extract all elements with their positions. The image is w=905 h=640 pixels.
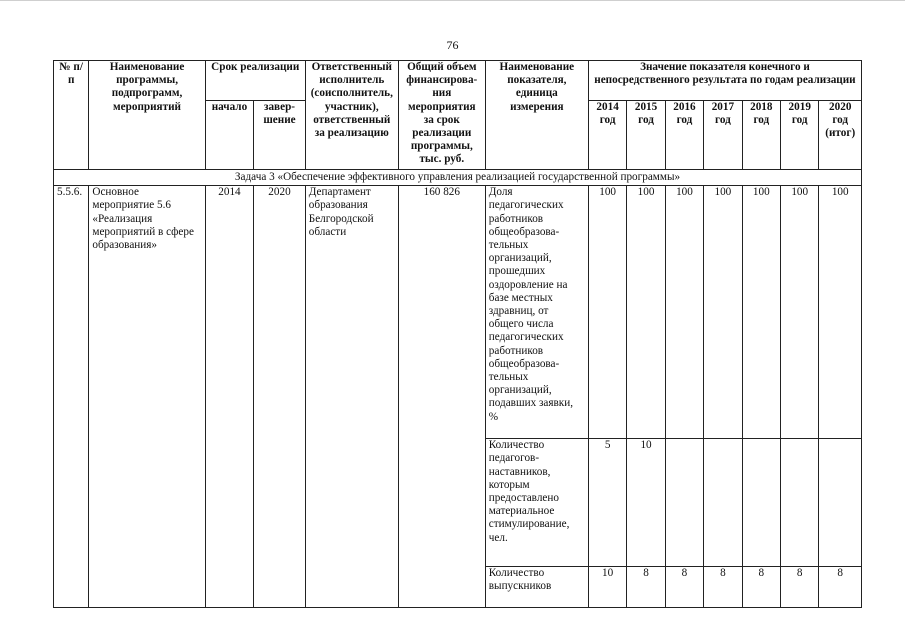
indicator-value: 100 <box>588 186 626 439</box>
indicator-text: Доля педагогических работников общеобразова-тельных организаций, прошедших оздоровление на базе местных здравниц, от общего числа педагогических работников общеобразова-тельных организаций, подавших заявки, % <box>485 186 588 439</box>
col-responsible-header: Ответственный исполнитель (соисполнитель, участник), ответственный за реализацию <box>305 61 398 170</box>
indicator-value: 8 <box>704 567 742 608</box>
indicator-value: 10 <box>588 567 626 608</box>
indicator-value: 8 <box>781 567 819 608</box>
indicator-value: 8 <box>627 567 665 608</box>
header-row-1 <box>54 61 862 101</box>
col-term-header: Срок реализации <box>205 61 305 101</box>
year-header: 2019 год <box>781 101 819 170</box>
col-indicator-header: Наименование показателя, единица измерения <box>485 61 588 170</box>
indicator-value: 100 <box>704 186 742 439</box>
col-values-header: Значение показателя конечного и непосредственного результата по годам реализации <box>588 61 861 101</box>
year-header: 2020 год (итог) <box>819 101 862 170</box>
col-finance-header: Общий объем финансирова-ния мероприятия за срок реализации программы, тыс. руб. <box>398 61 485 170</box>
indicator-value: 100 <box>781 186 819 439</box>
indicator-value: 100 <box>627 186 665 439</box>
task-row <box>54 170 862 186</box>
indicator-value: 100 <box>665 186 703 439</box>
program-table <box>53 60 862 608</box>
row-number: 5.5.6. <box>54 186 89 608</box>
col-number-header: № п/п <box>54 61 89 170</box>
year-header: 2014 год <box>588 101 626 170</box>
indicator-value: 8 <box>665 567 703 608</box>
indicator-text: Количество педагогов-наставников, которым предоставлено материальное стимулирование, чел. <box>485 439 588 567</box>
row-start-year: 2014 <box>205 186 254 608</box>
row-finance: 160 826 <box>398 186 485 608</box>
task-title: Задача 3 «Обеспечение эффективного управления реализацией государственной программы» <box>54 170 862 186</box>
indicator-value: 8 <box>742 567 780 608</box>
col-end-header: завер-шение <box>254 101 306 170</box>
indicator-value <box>665 439 703 567</box>
row-name: Основное мероприятие 5.6 «Реализация мероприятий в сфере образования» <box>89 186 205 608</box>
indicator-text: Количество выпускников <box>485 567 588 608</box>
page-number: 76 <box>446 38 459 52</box>
indicator-value <box>742 439 780 567</box>
page-top-edge <box>0 0 905 1</box>
row-responsible: Департамент образования Белгородской области <box>305 186 398 608</box>
indicator-value: 10 <box>627 439 665 567</box>
indicator-value <box>704 439 742 567</box>
col-name-header: Наименование программы, подпрограмм, мероприятий <box>89 61 205 170</box>
col-start-header: начало <box>205 101 254 170</box>
year-header: 2017 год <box>704 101 742 170</box>
year-header: 2016 год <box>665 101 703 170</box>
year-header: 2015 год <box>627 101 665 170</box>
indicator-value: 8 <box>819 567 862 608</box>
indicator-value <box>819 439 862 567</box>
year-header: 2018 год <box>742 101 780 170</box>
indicator-value: 100 <box>819 186 862 439</box>
indicator-value: 100 <box>742 186 780 439</box>
indicator-value: 5 <box>588 439 626 567</box>
indicator-value <box>781 439 819 567</box>
table-row <box>54 186 862 439</box>
row-end-year: 2020 <box>254 186 306 608</box>
